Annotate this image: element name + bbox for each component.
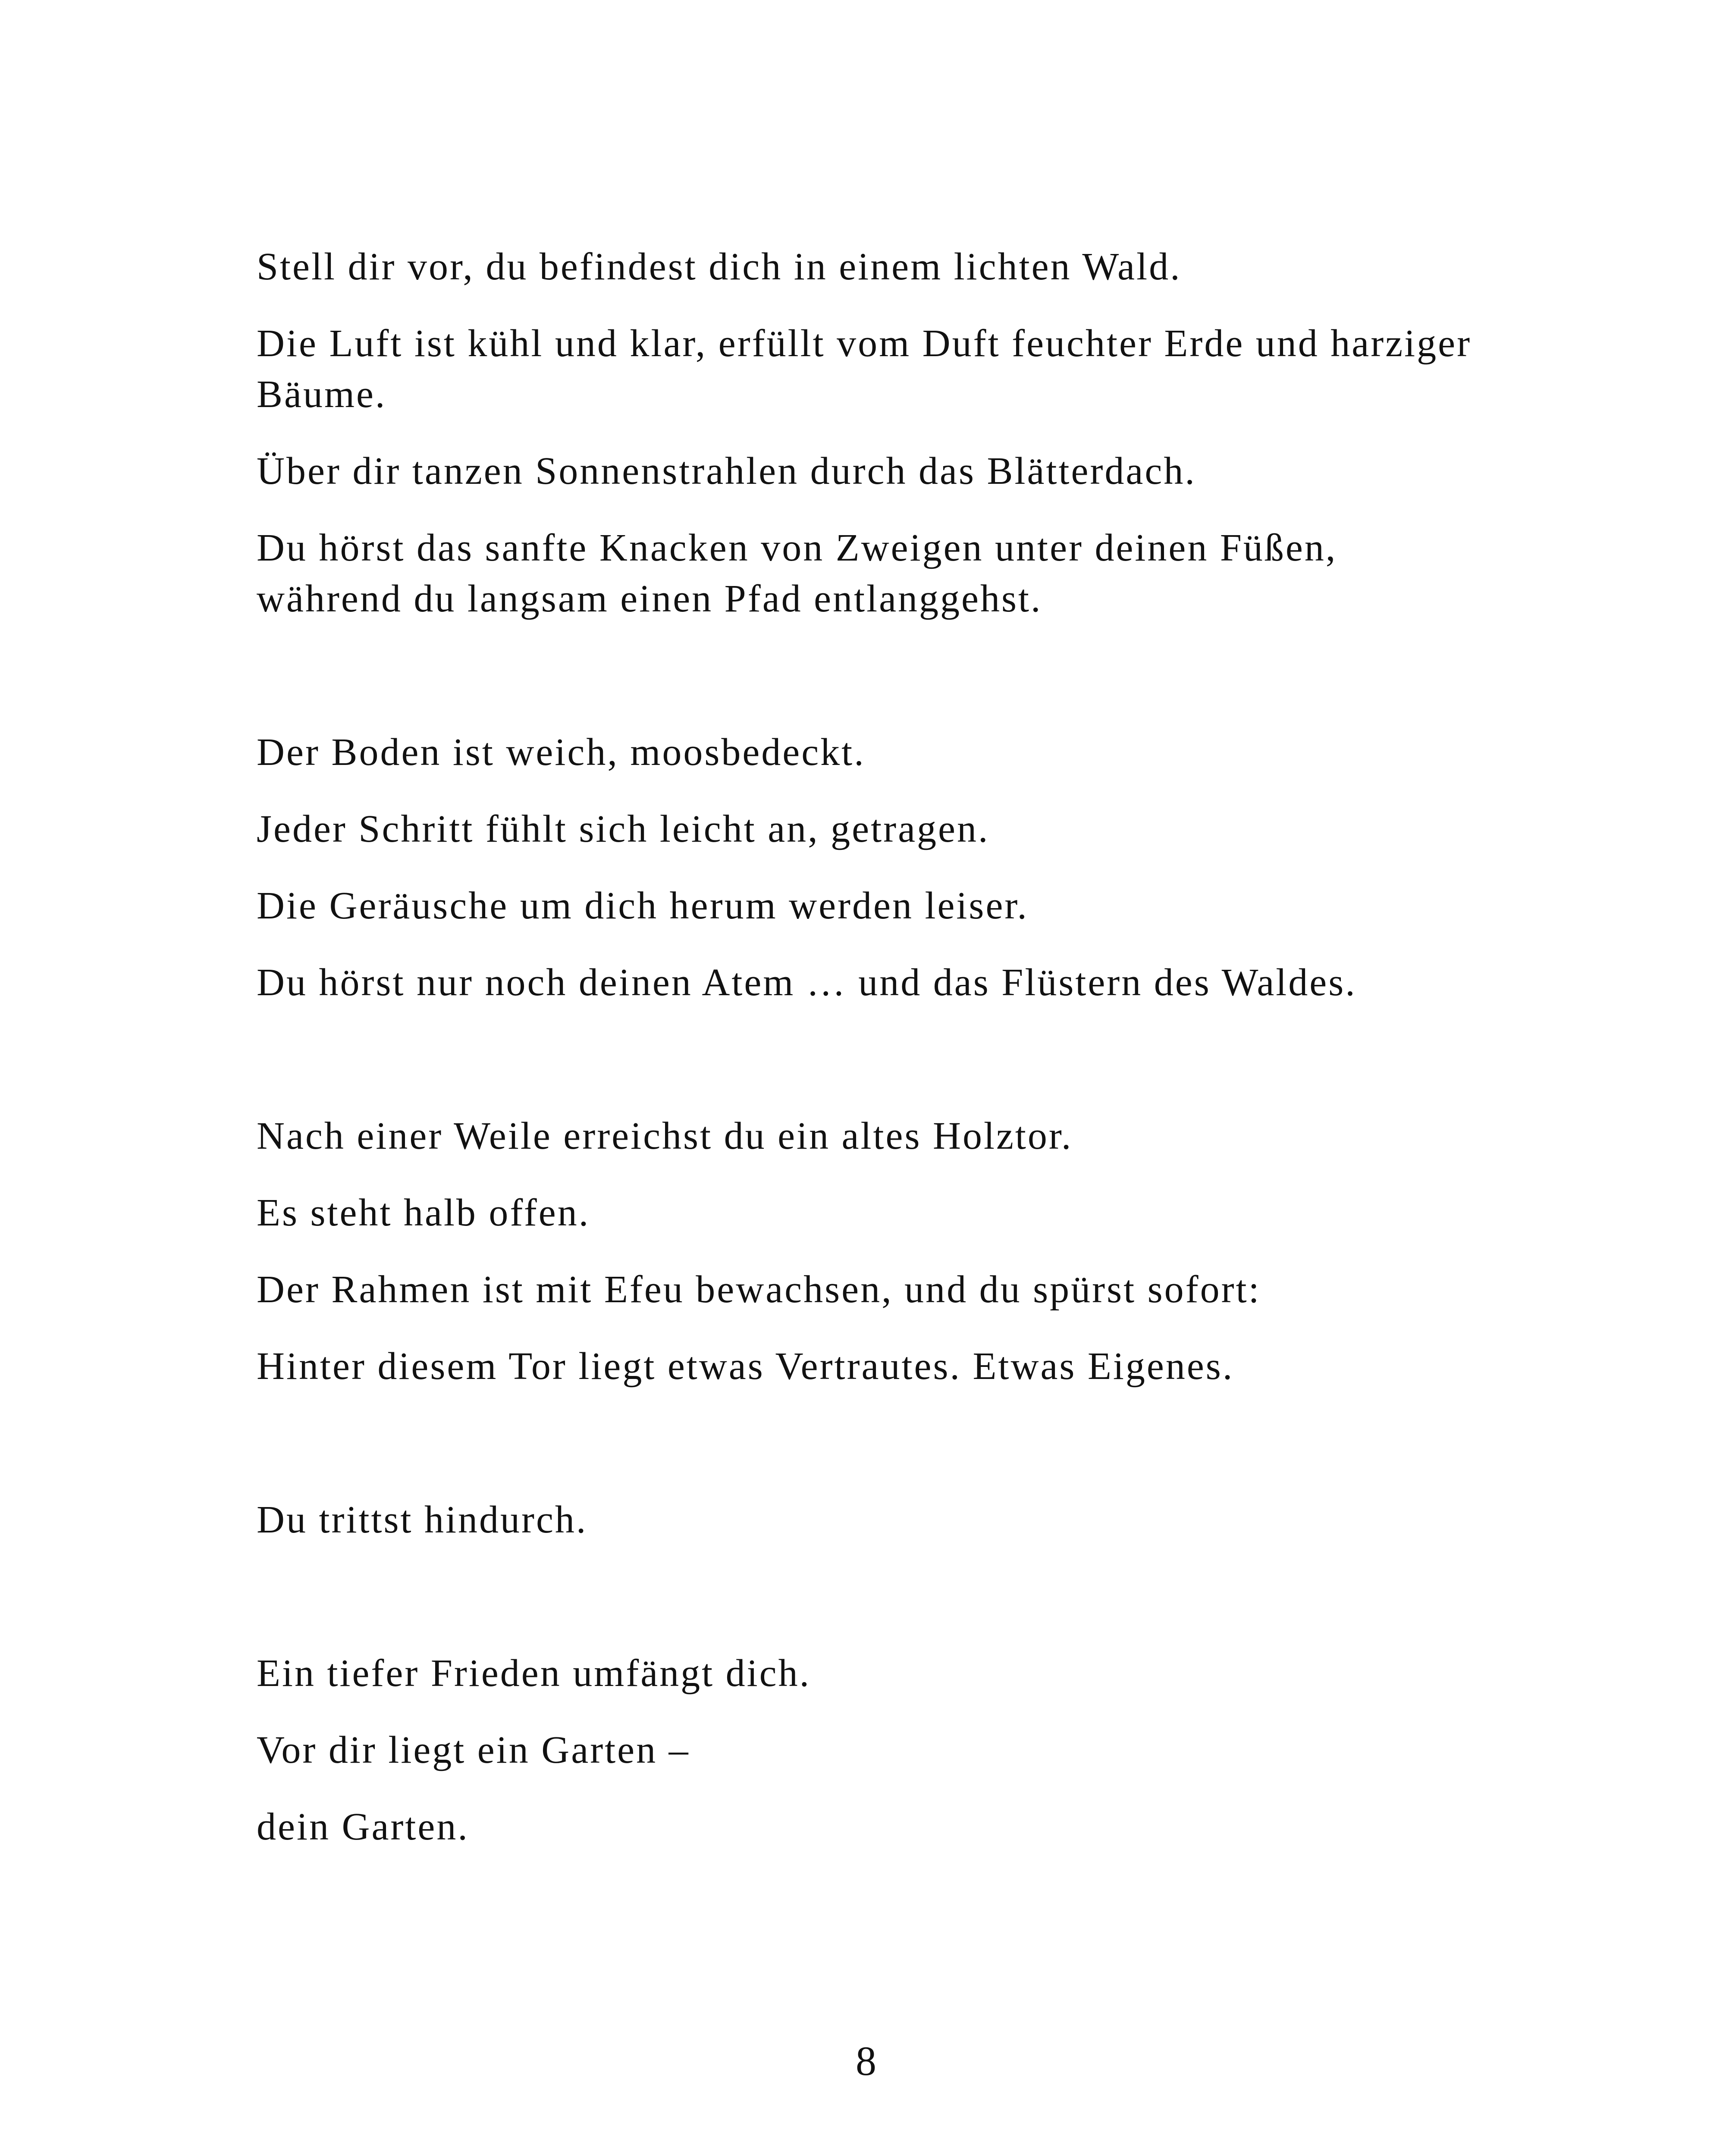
paragraph-10: Es steht halb offen.: [257, 1191, 590, 1234]
paragraph-6: Jeder Schritt fühlt sich leicht an, getragen.: [257, 808, 990, 850]
paragraph-4: Du hörst das sanfte Knacken von Zweigen unter deinen Füßen, während du langsam einen Pfad entlanggehst.: [257, 526, 1337, 620]
paragraph-7: Die Geräusche um dich herum werden leiser.: [257, 884, 1029, 927]
paragraph-5: Der Boden ist weich, moosbedeckt.: [257, 731, 866, 774]
paragraph-2: Die Luft ist kühl und klar, erfüllt vom Duft feuchter Erde und harziger Bäume.: [257, 322, 1472, 416]
paragraph-15: Vor dir liegt ein Garten –: [257, 1729, 690, 1771]
paragraph-9: Nach einer Weile erreichst du ein altes Holztor.: [257, 1115, 1073, 1157]
page-number: 8: [856, 2038, 876, 2084]
paragraph-16: dein Garten.: [257, 1805, 469, 1848]
paragraph-1: Stell dir vor, du befindest dich in einem lichten Wald.: [257, 245, 1182, 288]
paragraph-14: Ein tiefer Frieden umfängt dich.: [257, 1652, 811, 1695]
paragraph-8: Du hörst nur noch deinen Atem … und das Flüstern des Waldes.: [257, 961, 1357, 1004]
paragraph-13: Du trittst hindurch.: [257, 1498, 588, 1541]
paragraph-11: Der Rahmen ist mit Efeu bewachsen, und du spürst sofort:: [257, 1268, 1261, 1311]
body-text: [257, 241, 1486, 1852]
paragraph-3: Über dir tanzen Sonnenstrahlen durch das Blätterdach.: [257, 450, 1196, 492]
paragraph-12: Hinter diesem Tor liegt etwas Vertrautes. Etwas Eigenes.: [257, 1345, 1234, 1388]
